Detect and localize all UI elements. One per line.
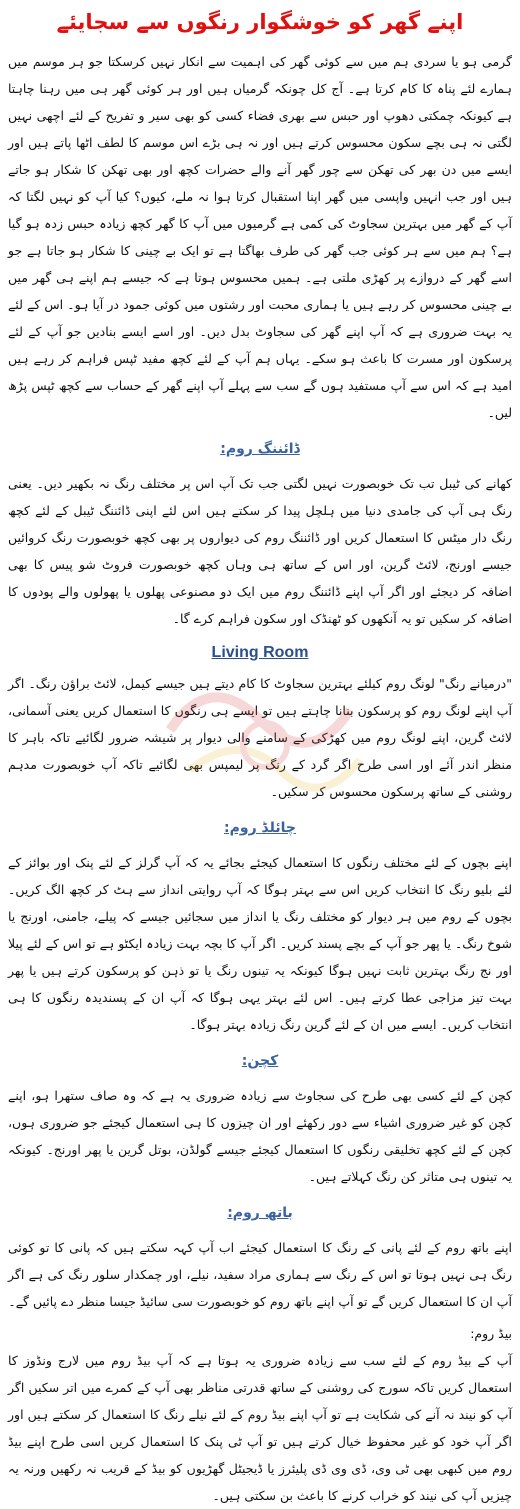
bedroom-heading: بیڈ روم: bbox=[470, 1326, 512, 1341]
kitchen-heading: کچن: bbox=[241, 1053, 279, 1069]
child-room-heading: چائلڈ روم: bbox=[224, 820, 296, 836]
kitchen-paragraph: کچن کے لئے کسی بھی طرح کی سجاوٹ سے زیادہ ضروری یہ ہے کہ وہ صاف ستھرا ہو، اپنے کچن کو غیر ضروری اشیاء سے دور رکھئے اور ان چیزوں کا ہی استعمال کیجئے جو ضروری ہوں، کچن کے لئے کچھ تخلیقی رنگوں کا استعمال کیجئے جیسے گولڈن، بوتل گرین یا پھر اورنج۔ کیونکہ یہ تینوں ہی متاثر کن رنگ کہلاتے ہیں۔ bbox=[8, 1088, 512, 1184]
bathroom-heading: باتھ روم: bbox=[227, 1205, 293, 1221]
child-room-paragraph: اپنے بچوں کے لئے مختلف رنگوں کا استعمال کیجئے بجائے یہ کہ آپ گرلز کے لئے پنک اور بوائز کے لئے بلیو رنگ کا انتخاب کریں اس سے بہتر ہوگا کہ آپ روایتی انداز سے ہٹ کر کچھ الگ کریں۔ بچوں کے روم میں ہر دیوار کو مختلف رنگ یا انداز میں سجائیں جیسے کہ پیلے، جامنی، اورنج یا شوخ رنگ۔ یا پھر جو آپ کے بچے پسند کریں۔ اگر آپ کا بچہ بہت زیادہ ایکٹو ہے تو اس کے لئے پیلا اور نج رنگ بہترین ثابت نہیں ہوگا کیونکہ یہ تینوں رنگ یا تو ذہن کو پرسکون کرتے ہیں یا پھر بہت تیز مزاجی عطا کرتے ہیں۔ اس لئے بہتر یہی ہوگا کہ آپ ان کے پسندیدہ رنگوں کا ہی انتخاب کریں۔ ایسے میں ان کے لئے گرین رنگ زیادہ بہتر ہوگا۔ bbox=[8, 855, 512, 1032]
dining-room-heading: ڈائننگ روم: bbox=[220, 441, 300, 457]
bedroom-paragraph: آپ کے بیڈ روم کے لئے سب سے زیادہ ضروری یہ ہوتا ہے کہ آپ بیڈ روم میں لارج ونڈوز کا استعمال کریں تاکہ سورج کی روشنی کے ساتھ قدرتی مناظر بھی آپ کے کمرے میں اتر سکیں اگر آپ کو نیند نہ آنے کی شکایت ہے تو آپ اپنے بیڈ روم کے لئے نیلے رنگ کا استعمال کر سکتے ہیں اور اگر آپ خود کو غیر محفوظ خیال کرتے ہیں تو آپ ٹی پنک کا استعمال کریں اسی طرح اپنے بیڈ روم میں کبھی بھی ٹی وی، ڈی وی ڈی پلیئرز یا ڈیجیٹل گھڑیوں کو بیڈ کے قریب نہ رکھیں ورنہ یہ چیزیں آپ کی نیند کو خراب کرنے کا باعث بن سکتی ہیں۔ bbox=[8, 1353, 512, 1503]
bathroom-paragraph: اپنے باتھ روم کے لئے پانی کے رنگ کا استعمال کیجئے اب آپ کہہ سکتے ہیں کہ پانی کا تو کوئی رنگ ہی نہیں ہوتا تو اس کے رنگ سے ہماری مراد سفید، نیلے، اور چمکدار سلور رنگ کی ہے اگر آپ ان کا استعمال کریں گے تو آپ اپنے باتھ روم کو خوبصورت سی سائیڈ جیسا منظر دے پائیں گے۔ bbox=[8, 1240, 512, 1309]
dining-room-paragraph: کھانے کی ٹیبل تب تک خوبصورت نہیں لگتی جب تک آپ اس پر مختلف رنگ نہ بکھیر دیں۔ یعنی رنگ ہی آپ کی جامدی دنیا میں ہلچل پیدا کر سکتے ہیں اس لئے اپنی ڈائننگ ٹیبل کے لئے کچھ رنگ دار میٹس کا استعمال کریں اور ڈائننگ روم کی دیواروں پر بھی کچھ خوبصورت رنگ کروائیں جیسے اورنج، لائٹ گرین، اور اس کے ساتھ ہی وہاں کچھ خوبصورت فروٹ شو پیس کا بھی اضافہ کر دیجئے اور اگر آپ اپنے ڈائننگ روم میں ایک دو مصنوعی پھلوں یا پھولوں والے پودوں کا اضافہ کر سکیں تو یہ آنکھوں کو ٹھنڈک اور سکون فراہم کرے گا۔ bbox=[8, 476, 512, 626]
article-title: اپنے گھر کو خوشگوار رنگوں سے سجایئے bbox=[56, 10, 464, 34]
intro-paragraph: گرمی ہو یا سردی ہم میں سے کوئی گھر کی اہمیت سے انکار نہیں کرسکتا جو ہر موسم میں ہمارے لئے پناہ کا کام کرتا ہے۔ آج کل چونکہ گرمیاں ہیں اور ہر کوئی گھر ہی میں رہنا چاہتا ہے کیونکہ چمکتی دھوپ اور حبس سے بھری فضاء کسی کو بھی سیر و تفریح کے لئے اچھی نہیں لگتی نہ ہی بچے سکون محسوس کرتے ہیں اور نہ ہی بڑے اس موسم کا لطف اٹھا پاتے ہیں اور ایسے میں دن بھر کی تھکن سے چور گھر آنے والے حضرات کچھ اور بھی تھکن کا شکار ہو جاتے ہیں اور جب انہیں واپسی میں گھر اپنا استقبال کرتا ہوا نہ ملے، کیوں؟ کیا آپ کو نہیں لگتا کہ آپ کے گھر میں بہترین سجاوٹ کی کمی ہے گرمیوں میں آپ کا گھر کچھ زیادہ حبس زدہ ہو گیا ہے؟ ہم میں سے ہر کوئی جب گھر کی طرف بھاگتا ہے تو ایک بے چینی کا شکار ہو جاتا ہے جو اسے گھر کے دروازے پر کھڑی ملتی ہے۔ ہمیں محسوس ہوتا ہے کہ جیسے ہم اپنے ہی گھر میں بے چینی محسوس کر رہے ہیں یا ہماری محبت اور رشتوں میں کوئی جمود در آیا ہو۔ اس کے لئے یہ بہت ضروری ہے کہ آپ اپنے گھر کی سجاوٹ بدل دیں۔ اور اسے ایسے بنادیں جو آپ کے لئے پرسکون اور مسرت کا باعث ہو سکے۔ یہاں ہم آپ کے لئے کچھ مفید ٹپس فراہم کر رہے ہیں امید ہے کہ اس سے آپ مستفید ہوں گے سب سے پہلے آپ اپنے گھر کے حساب سے کچھ ٹپس پڑھ لیں۔ bbox=[8, 54, 512, 420]
living-room-paragraph: "درمیانے رنگ" لونگ روم کیلئے بہترین سجاوٹ کا کام دیتے ہیں جیسے کیمل، لائٹ براؤن رنگ۔ اگر آپ اپنے لونگ روم کو پرسکون بنانا چاہتے ہیں تو ایسے ہی رنگوں کا استعمال کریں یعنی آسمانی، لائٹ گرین، اپنے لونگ روم میں کھڑکی کے سامنے والی دیوار پر شیشہ ضرور لگائیے تاکہ باہر کا منظر اندر آئے اور اسی طرح اگر گرد کے رنگ پر لیمپس بھی لگائیے تاکہ آپ خوبصورت مدہم روشنی کے ساتھ پرسکون محسوس کر سکیں۔ bbox=[8, 676, 512, 799]
living-room-heading: Living Room bbox=[211, 644, 309, 661]
